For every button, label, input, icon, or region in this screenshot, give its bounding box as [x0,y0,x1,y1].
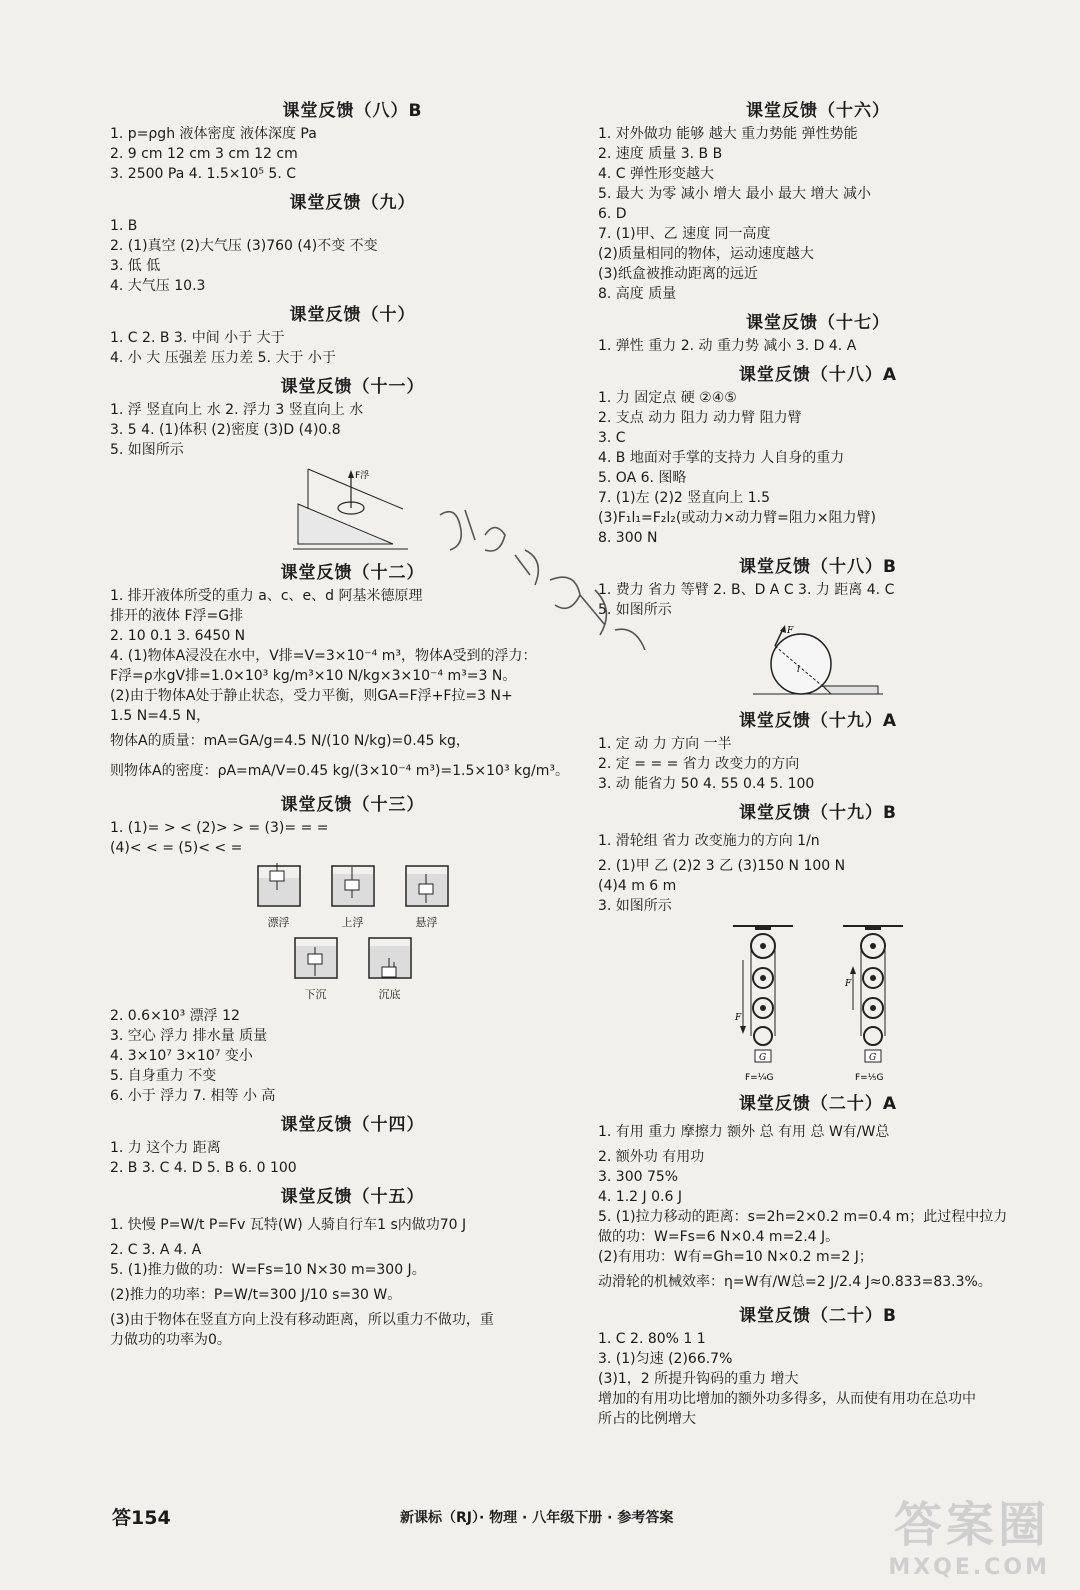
answer-line: 5. (1)推力做的功：W=Fs=10 N×30 m=300 J。 [110,1262,426,1278]
answer-line: 做的功：W=Fs=6 N×0.4 m=2.4 J。 [598,1229,840,1245]
right-column [598,92,1038,1429]
answer-line: 4. 大气压 10.3 [110,278,206,294]
section-title: 课堂反馈（十一） [280,377,425,397]
answer-line: 1. B [110,218,138,234]
beaker-figures-row-2 [110,934,595,1002]
watermark-text: 答案圈 [893,1497,1050,1553]
force-label: F [845,979,852,989]
answer-line: (3)纸盒被推动距离的远近 [598,266,758,282]
section-title: 课堂反馈（八）B [282,101,423,121]
answer-line: 6. 小于 浮力 7. 相等 小 高 [110,1088,276,1104]
answer-line: 1. 滑轮组 省力 改变施力的方向 1/n [598,833,820,849]
section-19a [598,706,1038,794]
section-10 [110,300,595,368]
section-19b [598,798,1038,1085]
left-column [110,92,595,1350]
beaker-figure [365,934,415,1002]
section-title: 课堂反馈（十七） [746,313,890,333]
figure-caption: 漂浮 [267,916,290,929]
weight-label: G [759,1053,767,1063]
answer-line: 3. 300 75% [598,1169,679,1185]
answer-line: 2. (1)真空 (2)大气压 (3)760 (4)不变 不变 [110,238,378,254]
answer-line: 排开的液体 F浮=G排 [110,608,244,624]
section-title: 课堂反馈（十九）B [739,803,897,823]
answer-line: 5. 最大 为零 减小 增大 最小 最大 增大 减小 [598,186,871,202]
watermark-logo [888,1486,1050,1580]
answer-line: 2. 0.6×10³ 漂浮 12 [110,1008,240,1024]
watermark-url: MXQE.COM [888,1555,1050,1580]
force-label: F浮 [354,471,369,481]
answer-line: (3)1，2 所提升钩码的重力 增大 [598,1371,799,1387]
answer-line: 7. (1)甲、乙 速度 同一高度 [598,226,771,242]
answer-line: 2. 定 = = = 省力 改变力的方向 [598,756,800,772]
answer-line: 所占的比例增大 [598,1411,696,1427]
answer-line: 6. D [598,206,627,222]
footer-title: 新课标（RJ）· 物理 · 八年级下册 · 参考答案 [400,1510,674,1526]
answer-line: 2. 额外功 有用功 [598,1149,705,1165]
answer-line: (2)推力的功率：P=W/t=300 J/10 s=30 W。 [110,1287,402,1303]
answer-line: 动滑轮的机械效率：η=W有/W总=2 J/2.4 J≈0.833=83.3%。 [598,1274,992,1290]
answer-line: 2. B 3. C 4. D 5. B 6. 0 100 [110,1160,297,1176]
section-20b [598,1301,1038,1429]
section-title: 课堂反馈（十三） [280,795,425,815]
section-title: 课堂反馈（二十）A [738,1094,898,1114]
beaker-figure [328,862,378,930]
answer-line: 5. 自身重力 不变 [110,1068,217,1084]
answer-line: 1. 弹性 重力 2. 动 重力势 减小 3. D 4. A [598,338,857,354]
answer-line: 4. 3×10⁷ 3×10⁷ 变小 [110,1048,253,1064]
arm-label: l [797,665,800,675]
answer-line: (3)由于物体在竖直方向上没有移动距离，所以重力不做功，重 [110,1312,494,1328]
equation-label: F=⅕G [855,1073,884,1083]
handwritten-scribble [430,495,670,675]
answer-line: 2. (1)甲 乙 (2)2 3 乙 (3)150 N 100 N [598,858,846,874]
answer-line: 8. 300 N [598,530,658,546]
answer-line: 1. C 2. 80% 1 1 [598,1331,706,1347]
pulley-system-figure [733,920,793,1085]
equation-label: F=¼G [745,1073,774,1083]
weight-label: G [869,1053,877,1063]
figure-caption: 悬浮 [415,916,438,929]
section-13 [110,790,595,1106]
figure-caption: 沉底 [378,988,401,1001]
answer-line: 增加的有用功比增加的额外功多得多，从而使有用功在总功中 [598,1391,976,1407]
answer-line: (4)< < = (5)< < = [110,840,243,856]
beaker-figures-row-1 [110,862,595,930]
section-title: 课堂反馈（十四） [280,1115,425,1135]
answer-line: 1. 有用 重力 摩擦力 额外 总 有用 总 W有/W总 [598,1124,890,1140]
answer-line: 3. 低 低 [110,258,161,274]
section-title: 课堂反馈（十） [289,305,416,325]
answer-line: (2)质量相同的物体，运动速度越大 [598,246,814,262]
section-title: 课堂反馈（九） [289,193,416,213]
section-title: 课堂反馈（十二） [280,563,425,583]
section-title: 课堂反馈（十八）A [738,365,898,385]
answer-line: 4. 1.2 J 0.6 J [598,1189,682,1205]
answer-line: 1. 力 固定点 硬 ②④⑤ [598,390,737,406]
page-number: 答154 [112,1507,171,1529]
answer-line: F浮=ρ水gV排=1.0×10³ kg/m³×10 N/kg×3×10⁻⁴ m³=3 N。 [110,668,517,684]
section-8b [110,96,595,184]
answer-line: 5. OA 6. 图略 [598,470,687,486]
answer-line: 1. p=ρgh 液体密度 液体深度 Pa [110,126,317,142]
answer-line: 2. 速度 质量 3. B B [598,146,723,162]
answer-line: 3. (1)匀速 (2)66.7% [598,1351,733,1367]
section-title: 课堂反馈（十八）B [739,557,897,577]
section-title: 课堂反馈（十九）A [738,711,898,731]
pulley-figures [598,920,1038,1085]
section-9 [110,188,595,296]
answer-line: 8. 高度 质量 [598,286,677,302]
section-17 [598,308,1038,356]
beaker-figure [254,862,304,930]
answer-line: 3. 动 能省力 50 4. 55 0.4 5. 100 [598,776,815,792]
answer-line: 2. C 3. A 4. A [110,1242,202,1258]
section-20a [598,1089,1038,1297]
answer-line: 1. 力 这个力 距离 [110,1140,221,1156]
answer-line: 1. (1)= > < (2)> > = (3)= = = [110,820,329,836]
answer-line: 1. 浮 竖直向上 水 2. 浮力 3 竖直向上 水 [110,402,364,418]
answer-line: 物体A的质量：mA=GA/g=4.5 N/(10 N/kg)=0.45 kg， [110,733,470,749]
answer-line: 1. 对外做功 能够 越大 重力势能 弹性势能 [598,126,858,142]
force-label: F [735,1013,742,1023]
beaker-figure [291,934,341,1002]
answer-line: 4. (1)物体A浸没在水中，V排=V=3×10⁻⁴ m³，物体A受到的浮力： [110,648,537,664]
answer-line: (4)4 m 6 m [598,878,677,894]
answer-line: 4. 小 大 压强差 压力差 5. 大于 小于 [110,350,336,366]
answer-line: 7. (1)左 (2)2 竖直向上 1.5 [598,490,770,506]
answer-line: 1. 快慢 P=W/t P=Fv 瓦特(W) 人骑自行车1 s内做功70 J [110,1217,467,1233]
pulley-system-figure [843,920,903,1085]
answer-line: (2)有用功：W有=Gh=10 N×0.2 m=2 J； [598,1249,873,1265]
answer-line: 5. 如图所示 [110,442,184,458]
section-16 [598,96,1038,304]
figure-caption: 下沉 [304,988,327,1001]
answer-line: 1. C 2. B 3. 中间 小于 大于 [110,330,285,346]
answer-line: 1. 费力 省力 等臂 2. B、D A C 3. 力 距离 4. C [598,582,895,598]
answer-line: 3. 如图所示 [598,898,672,914]
answer-line: 3. 2500 Pa 4. 1.5×10⁵ 5. C [110,166,296,182]
answer-line: 4. B 地面对手掌的支持力 人自身的重力 [598,450,845,466]
section-14 [110,1110,595,1178]
answer-line: 力做功的功率为0。 [110,1332,231,1348]
figure-caption: 上浮 [341,916,364,929]
answer-line: 2. 10 0.1 3. 6450 N [110,628,246,644]
answer-line: 4. C 弹性形变越大 [598,166,715,182]
answer-line: 3. 空心 浮力 排水量 质量 [110,1028,268,1044]
answer-line: 3. 5 4. (1)体积 (2)密度 (3)D (4)0.8 [110,422,341,438]
answer-line: (2)由于物体A处于静止状态，受力平衡，则GA=F浮+F拉=3 N+ [110,688,513,704]
answer-line: 1. 定 动 力 方向 一半 [598,736,732,752]
answer-line: (3)F₁l₁=F₂l₂(或动力×动力臂=阻力×阻力臂) [598,510,877,526]
force-label: F [787,626,794,636]
answer-line: 1.5 N=4.5 N， [110,708,211,724]
beaker-figure [402,862,452,930]
answer-line: 则物体A的密度：ρA=mA/V=0.45 kg/(3×10⁻⁴ m³)=1.5×10³ kg/m³。 [110,763,569,779]
section-title: 课堂反馈（十五） [280,1187,425,1207]
answer-line: 2. 9 cm 12 cm 3 cm 12 cm [110,146,298,162]
section-title: 课堂反馈（十六） [746,101,890,121]
answer-line: 5. (1)拉力移动的距离：s=2h=2×0.2 m=0.4 m；此过程中拉力 [598,1209,1008,1225]
answer-line: 1. 排开液体所受的重力 a、c、e、d 阿基米德原理 [110,588,423,604]
answer-line: 3. C [598,430,626,446]
answer-line: 2. 支点 动力 阻力 动力臂 阻力臂 [598,410,802,426]
section-15 [110,1182,595,1350]
section-title: 课堂反馈（二十）B [739,1306,897,1326]
answer-line: 5. 如图所示 [598,602,672,618]
